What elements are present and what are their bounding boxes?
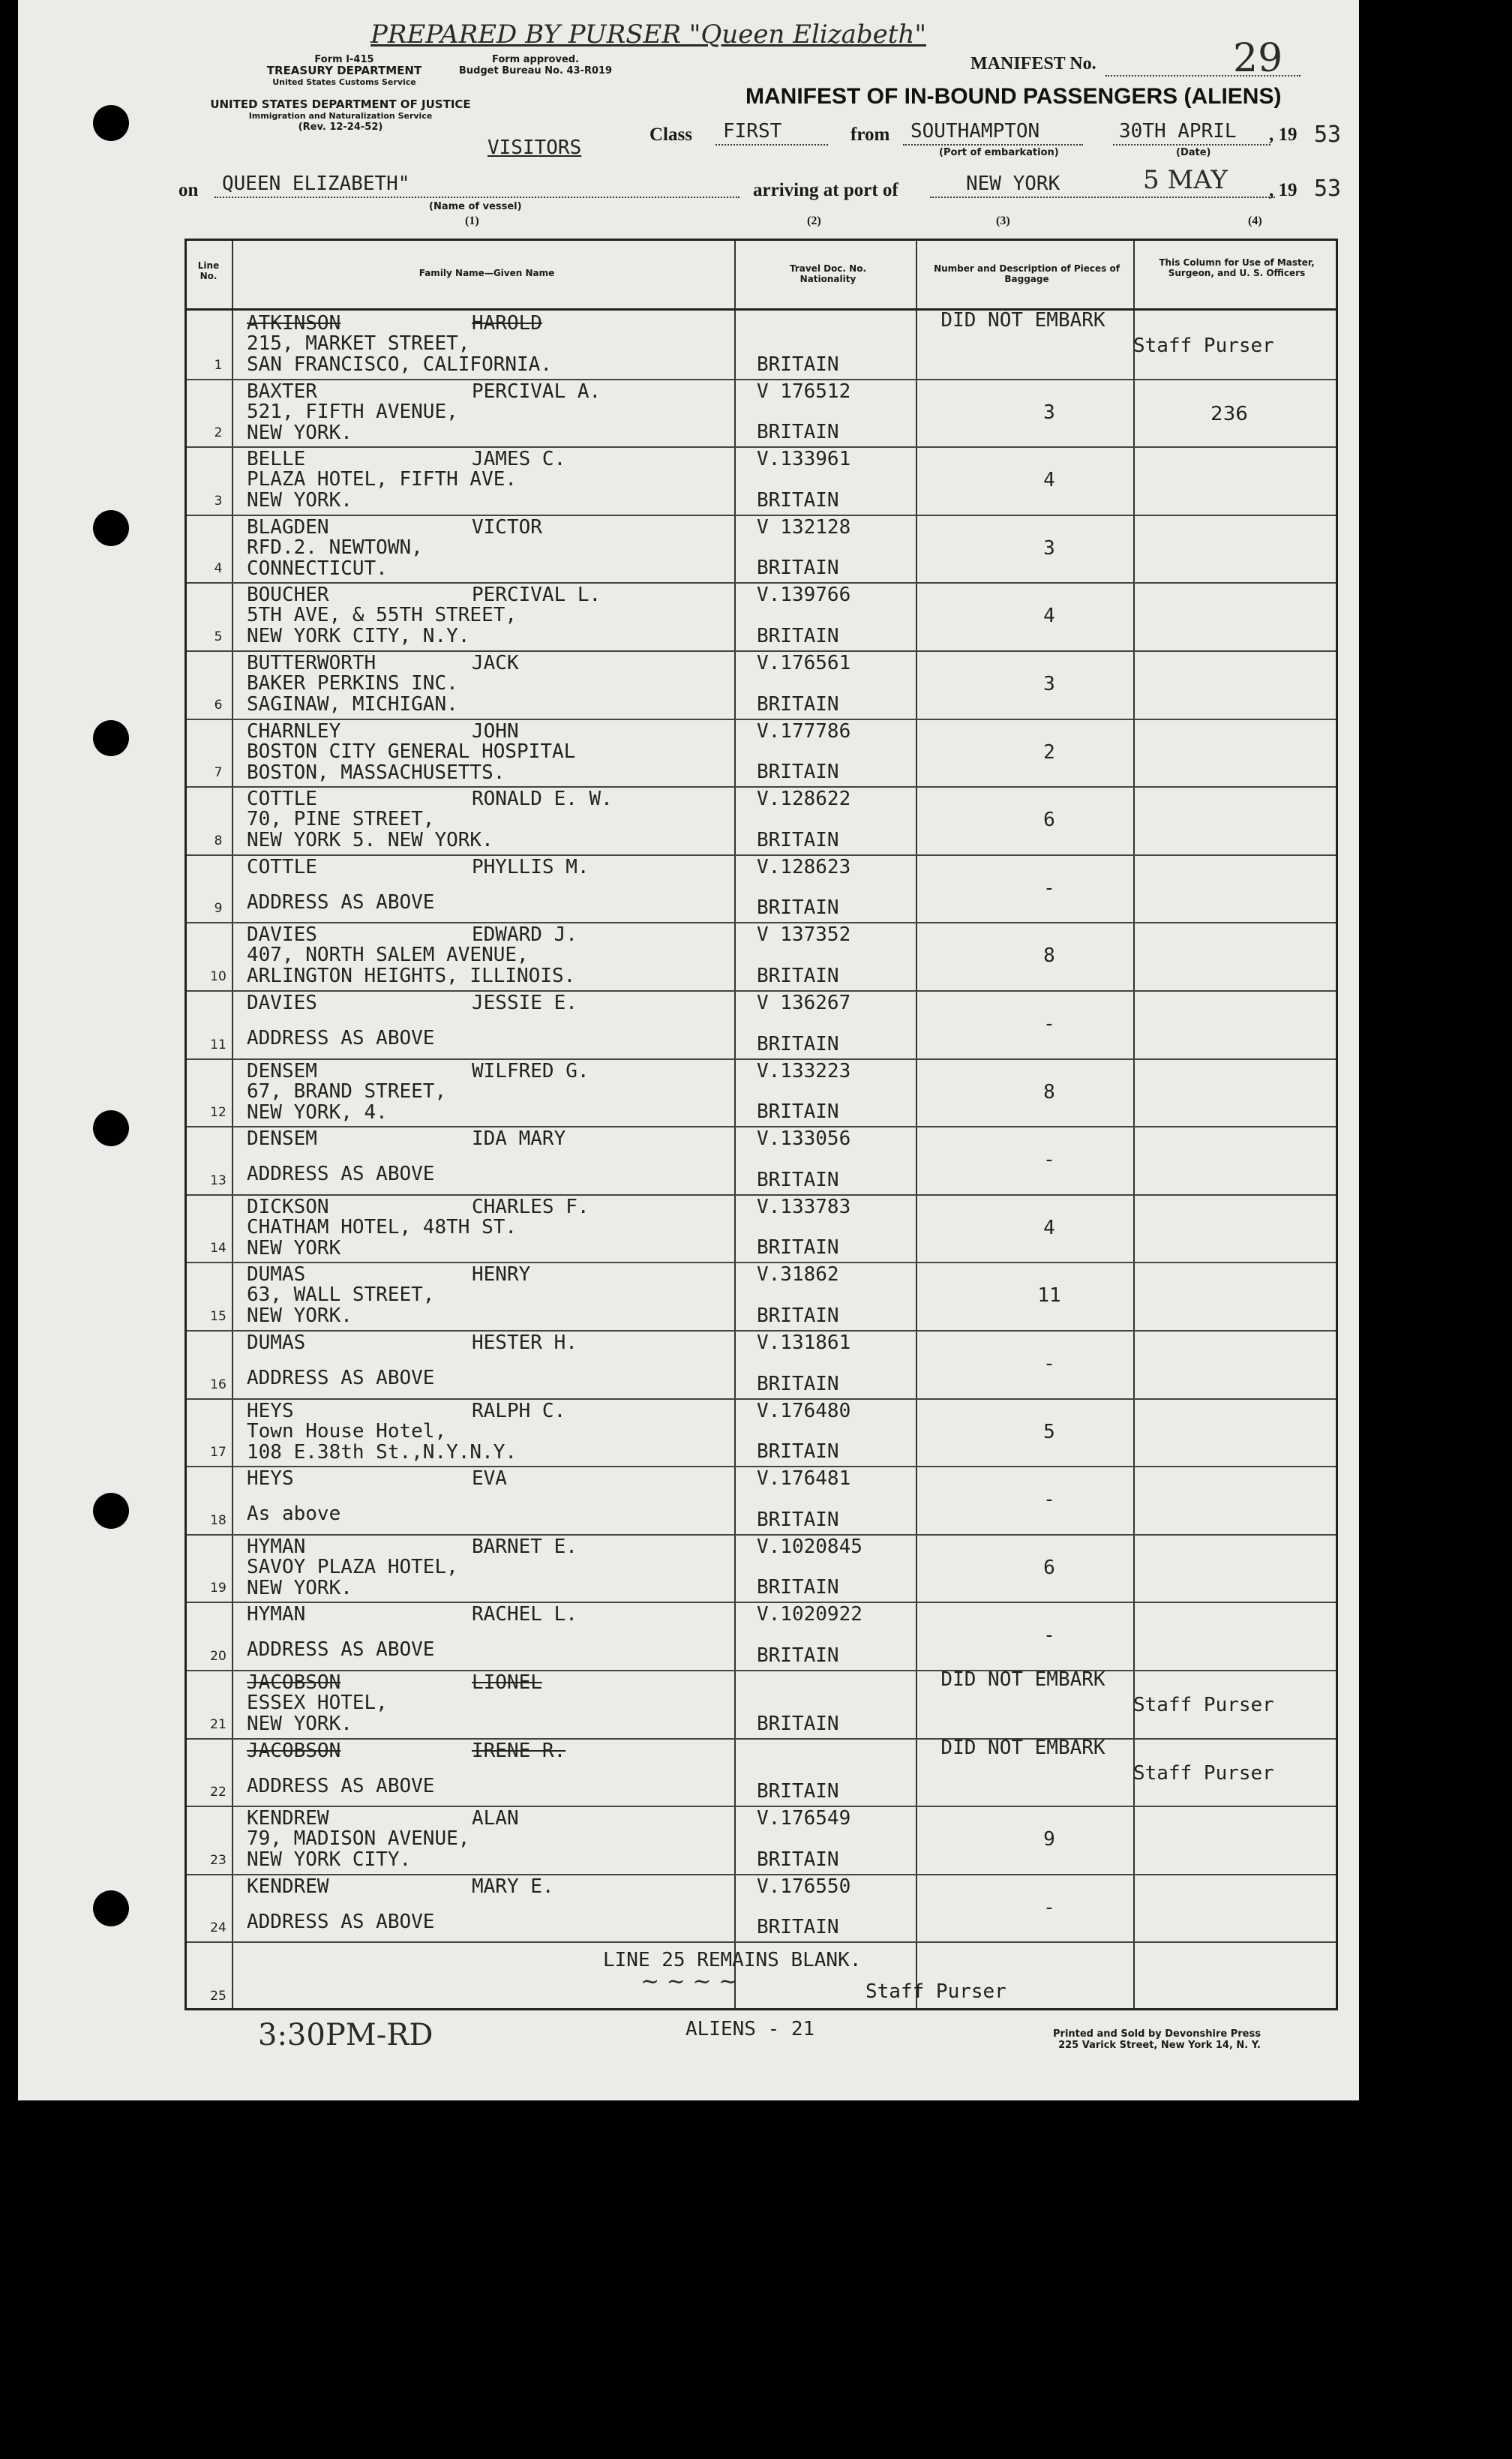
table-row (187, 1466, 1336, 1534)
line-number: 10 (210, 968, 226, 984)
line-number: 25 (210, 1988, 226, 2004)
line-number: 5 (214, 629, 223, 644)
address: 70, PINE STREET, NEW YORK 5. NEW YORK. (247, 808, 494, 852)
travel-doc-no: V.176561 (757, 652, 851, 674)
baggage-pieces: - (1043, 1013, 1055, 1035)
manifest-no-value: 29 (1233, 36, 1283, 81)
address: ADDRESS AS ABOVE (247, 1774, 435, 1797)
address: PLAZA HOTEL, FIFTH AVE. NEW YORK. (247, 468, 518, 512)
address: CHATHAM HOTEL, 48TH ST. NEW YORK (247, 1215, 518, 1260)
table-row (187, 719, 1336, 787)
date-caption: (Date) (1176, 147, 1211, 158)
line-number: 15 (210, 1308, 226, 1324)
given-name: HENRY (472, 1263, 531, 1287)
family-name: DUMAS (247, 1263, 306, 1287)
nationality: BRITAIN (757, 964, 839, 987)
officer-note: Staff Purser (1133, 1694, 1274, 1716)
table-row (187, 311, 1336, 379)
table-row (187, 854, 1336, 923)
travel-doc-no: V.128623 (757, 855, 851, 878)
family-name: DENSEM (247, 1059, 317, 1082)
header-officers: This Column for Use of Master, Surgeon, and U. S. Officers (1159, 257, 1315, 278)
address: BAKER PERKINS INC. SAGINAW, MICHIGAN. (247, 672, 458, 716)
table-row (187, 650, 1336, 719)
baggage-status: DID NOT EMBARK (940, 309, 1106, 332)
given-name: JOHN (472, 719, 519, 743)
baggage-pieces: - (1043, 1148, 1055, 1172)
line-number: 1 (214, 357, 223, 373)
officer-note: 236 (1210, 402, 1248, 425)
customs-service: United States Customs Service (272, 77, 416, 87)
port-value: NEW YORK (966, 173, 1060, 195)
baggage-pieces: - (1043, 1624, 1055, 1647)
baggage-pieces: 8 (1043, 1080, 1055, 1103)
binder-hole (93, 1110, 129, 1146)
travel-doc-no: V.31862 (757, 1263, 839, 1287)
table-row (187, 1602, 1336, 1670)
line-number: 22 (210, 1785, 226, 1800)
family-name: BLAGDEN (247, 515, 329, 539)
purser-signature: ~ ~ ~ ~ (640, 1968, 738, 1995)
line-number: 24 (210, 1920, 226, 1936)
form-number: Form I-415 (314, 54, 374, 65)
line25-note: LINE 25 REMAINS BLANK. (603, 1949, 862, 1971)
family-name: JACOBSON (247, 1671, 341, 1694)
family-name: KENDREW (247, 1807, 329, 1830)
nationality: BRITAIN (757, 1304, 839, 1327)
col-number-1: (1) (465, 215, 479, 227)
address: BOSTON CITY GENERAL HOSPITAL BOSTON, MASSACHUSETTS. (247, 740, 576, 784)
address: 63, WALL STREET, NEW YORK. (247, 1284, 435, 1328)
table-row (187, 582, 1336, 650)
travel-doc-no: V.176550 (757, 1875, 851, 1898)
nationality: BRITAIN (757, 1168, 839, 1191)
port-underline (930, 197, 1275, 198)
travel-doc-no: V.176480 (757, 1399, 851, 1422)
table-row (187, 515, 1336, 583)
nationality: BRITAIN (757, 1508, 839, 1531)
given-name: IRENE R. (472, 1739, 566, 1762)
baggage-pieces: 3 (1043, 673, 1055, 695)
family-name: COTTLE (247, 788, 317, 811)
given-name: PERCIVAL L. (472, 584, 602, 607)
nationality: BRITAIN (757, 1780, 839, 1803)
line-number: 7 (214, 765, 223, 781)
table-row (187, 1194, 1336, 1263)
given-name: EVA (472, 1467, 507, 1491)
line-number: 9 (214, 901, 223, 917)
family-name: COTTLE (247, 855, 317, 878)
travel-doc-no: V.176481 (757, 1467, 851, 1491)
given-name: RALPH C. (472, 1399, 566, 1422)
line-number: 3 (214, 493, 223, 509)
line-number: 13 (210, 1172, 226, 1188)
baggage-pieces: 4 (1043, 605, 1055, 628)
given-name: JAMES C. (472, 448, 566, 471)
vessel-value: QUEEN ELIZABETH" (222, 173, 410, 195)
arriving-label: arriving at port of (753, 180, 898, 200)
family-name: ATKINSON (247, 312, 341, 335)
ins-service: Immigration and Naturalization Service (248, 111, 433, 121)
arrive-date: 5 MAY (1143, 165, 1228, 195)
nationality: BRITAIN (757, 1644, 839, 1667)
baggage-pieces: 4 (1043, 1216, 1055, 1239)
address: Town House Hotel, 108 E.38th St.,N.Y.N.Y. (247, 1419, 518, 1464)
baggage-pieces: - (1043, 876, 1055, 899)
baggage-status: DID NOT EMBARK (940, 1668, 1106, 1691)
nationality: BRITAIN (757, 353, 839, 376)
given-name: BARNET E. (472, 1535, 578, 1558)
table-row (187, 922, 1336, 990)
date-value: 30TH APRIL (1119, 120, 1237, 143)
table-row (187, 1262, 1336, 1330)
line-number: 23 (210, 1852, 226, 1868)
visitors-label: VISITORS (488, 137, 582, 159)
col-number-4: (4) (1248, 215, 1262, 227)
travel-doc-no: V.128622 (757, 788, 851, 811)
given-name: HAROLD (472, 312, 542, 335)
manifest-title: MANIFEST OF IN-BOUND PASSENGERS (ALIENS) (746, 84, 1282, 109)
travel-doc-no: V.177786 (757, 719, 851, 743)
given-name: PHYLLIS M. (472, 855, 590, 878)
line-number: 21 (210, 1716, 226, 1732)
header-name: Family Name—Given Name (418, 268, 555, 278)
address: ESSEX HOTEL, NEW YORK. (247, 1692, 388, 1735)
travel-doc-no: V.1020922 (757, 1603, 862, 1626)
family-name: BELLE (247, 448, 306, 471)
nationality: BRITAIN (757, 761, 839, 784)
baggage-pieces: 6 (1043, 809, 1055, 832)
col-number-2: (2) (807, 215, 821, 227)
family-name: BUTTERWORTH (247, 652, 376, 674)
line-number: 20 (210, 1648, 226, 1664)
nationality: BRITAIN (757, 1916, 839, 1939)
line-number: 11 (210, 1037, 226, 1052)
table-row (187, 1534, 1336, 1602)
line-number: 19 (210, 1581, 226, 1596)
arrive-year-prefix: , 19 (1269, 180, 1298, 200)
table-row (187, 379, 1336, 447)
baggage-pieces: 11 (1037, 1284, 1061, 1308)
year-value: 53 (1314, 122, 1342, 148)
budget-bureau: Budget Bureau No. 43-R019 (458, 65, 613, 77)
family-name: DAVIES (247, 992, 317, 1014)
table-row (187, 1806, 1336, 1874)
given-name: VICTOR (472, 515, 542, 539)
nationality: BRITAIN (757, 1712, 839, 1735)
given-name: JESSIE E. (472, 992, 578, 1014)
address: ADDRESS AS ABOVE (247, 1910, 435, 1933)
family-name: DICKSON (247, 1195, 329, 1218)
family-name: JACOBSON (247, 1739, 341, 1762)
col-number-3: (3) (996, 215, 1010, 227)
given-name: HESTER H. (472, 1332, 578, 1354)
rev-date: (Rev. 12-24-52) (298, 122, 383, 133)
travel-doc-no: V.133783 (757, 1195, 851, 1218)
year-prefix: , 19 (1269, 125, 1298, 145)
given-name: CHARLES F. (472, 1195, 590, 1218)
given-name: WILFRED G. (472, 1059, 590, 1082)
printer-info (1053, 2028, 1261, 2051)
family-name: DENSEM (247, 1127, 317, 1151)
address: 521, FIFTH AVENUE, NEW YORK. (247, 400, 458, 444)
class-underline (716, 144, 828, 146)
binder-hole (93, 105, 129, 141)
travel-doc-no: V 137352 (757, 923, 851, 947)
nationality: BRITAIN (757, 557, 839, 580)
baggage-pieces: - (1043, 1353, 1055, 1375)
table-row (187, 1398, 1336, 1467)
address: ADDRESS AS ABOVE (247, 1367, 435, 1389)
binder-hole (93, 510, 129, 546)
travel-doc-no: V.133056 (757, 1127, 851, 1151)
manifest-page (18, 0, 1359, 2100)
address: RFD.2. NEWTOWN, CONNECTICUT. (247, 536, 423, 580)
travel-doc-no: V.131861 (757, 1332, 851, 1354)
aliens-count: ALIENS - 21 (686, 2018, 815, 2040)
table-row (187, 786, 1336, 854)
travel-doc-no: V.139766 (757, 584, 851, 607)
line-number: 18 (210, 1512, 226, 1528)
line-number: 8 (214, 833, 223, 848)
family-name: DUMAS (247, 1332, 306, 1354)
binder-hole (1368, 1290, 1390, 1313)
binder-hole (93, 1493, 129, 1529)
nationality: BRITAIN (757, 896, 839, 920)
address: 5TH AVE, & 55TH STREET, NEW YORK CITY, N.Y. (247, 604, 518, 648)
baggage-pieces: 2 (1043, 740, 1055, 764)
address: 215, MARKET STREET, SAN FRANCISCO, CALIFORNIA. (247, 332, 552, 376)
footer-staff-purser: Staff Purser (866, 1980, 1006, 2003)
class-label: Class (650, 125, 692, 145)
baggage-status: DID NOT EMBARK (940, 1736, 1106, 1759)
table-row (187, 990, 1336, 1058)
baggage-pieces: 6 (1043, 1556, 1055, 1579)
officer-note: Staff Purser (1133, 1761, 1274, 1785)
baggage-pieces: - (1043, 1896, 1055, 1919)
baggage-pieces: - (1043, 1488, 1055, 1512)
baggage-pieces: 4 (1043, 469, 1055, 492)
table-row (187, 1874, 1336, 1942)
given-name: RACHEL L. (472, 1603, 578, 1626)
justice-dept: UNITED STATES DEPARTMENT OF JUSTICE (210, 98, 471, 111)
address: SAVOY PLAZA HOTEL, NEW YORK. (247, 1555, 458, 1599)
line-number: 14 (210, 1241, 226, 1257)
nationality: BRITAIN (757, 692, 839, 716)
address: 79, MADISON AVENUE, NEW YORK CITY. (247, 1827, 470, 1872)
nationality: BRITAIN (757, 488, 839, 512)
manifest-no-label: MANIFEST No. (970, 54, 1096, 74)
travel-doc-no: V.176549 (757, 1807, 851, 1830)
address: 407, NORTH SALEM AVENUE, ARLINGTON HEIGHTS, ILLINOIS. (247, 944, 576, 988)
treasury-dept: TREASURY DEPARTMENT (266, 64, 422, 77)
address: ADDRESS AS ABOVE (247, 1027, 435, 1049)
baggage-pieces: 3 (1043, 401, 1055, 424)
header-travel-doc: Travel Doc. No. Nationality (789, 263, 867, 284)
family-name: CHARNLEY (247, 719, 341, 743)
travel-doc-no: V.133223 (757, 1059, 851, 1082)
printer-line-1: Printed and Sold by Devonshire Press (1053, 2028, 1261, 2040)
nationality: BRITAIN (757, 1372, 839, 1395)
given-name: JACK (472, 652, 519, 674)
printer-line-2: 225 Varick Street, New York 14, N. Y. (1058, 2040, 1261, 2051)
line-number: 4 (214, 561, 223, 577)
nationality: BRITAIN (757, 624, 839, 647)
line-number: 16 (210, 1377, 226, 1392)
family-name: HEYS (247, 1399, 294, 1422)
baggage-pieces: 8 (1043, 944, 1055, 968)
nationality: BRITAIN (757, 1440, 839, 1464)
nationality: BRITAIN (757, 1100, 839, 1124)
given-name: ALAN (472, 1807, 519, 1830)
baggage-pieces: 5 (1043, 1420, 1055, 1443)
nationality: BRITAIN (757, 1576, 839, 1599)
family-name: BOUCHER (247, 584, 329, 607)
table-row (187, 1670, 1336, 1738)
date-underline (1113, 144, 1270, 146)
travel-doc-no: V 136267 (757, 992, 851, 1014)
header-line-no: Line No. (197, 260, 220, 281)
form-approval-block (438, 54, 633, 77)
table-row (187, 1330, 1336, 1398)
arrive-year: 53 (1314, 176, 1342, 202)
line-number: 12 (210, 1105, 226, 1121)
line-number: 6 (214, 697, 223, 713)
officer-note: Staff Purser (1133, 335, 1274, 357)
family-name: BAXTER (247, 380, 317, 403)
travel-doc-no: V.1020845 (757, 1535, 862, 1558)
binder-hole (93, 1890, 129, 1926)
port-embark-caption: (Port of embarkation) (939, 147, 1059, 158)
nationality: BRITAIN (757, 1848, 839, 1871)
from-label: from (850, 125, 890, 145)
line-number: 17 (210, 1445, 226, 1461)
form-block-treasury (220, 54, 468, 88)
given-name: RONALD E. W. (472, 788, 613, 811)
table-row (187, 1126, 1336, 1194)
form-block-justice (168, 99, 513, 133)
from-value: SOUTHAMPTON (910, 120, 1040, 143)
family-name: HYMAN (247, 1535, 306, 1558)
address: 67, BRAND STREET, NEW YORK, 4. (247, 1079, 447, 1124)
line-number: 2 (214, 425, 223, 441)
nationality: BRITAIN (757, 1032, 839, 1055)
given-name: PERCIVAL A. (472, 380, 602, 403)
table-row (187, 1738, 1336, 1806)
nationality: BRITAIN (757, 828, 839, 851)
from-underline (903, 144, 1083, 146)
travel-doc-no: V.133961 (757, 448, 851, 471)
binder-hole (1368, 750, 1390, 773)
given-name: MARY E. (472, 1875, 554, 1898)
address: ADDRESS AS ABOVE (247, 890, 435, 914)
family-name: HYMAN (247, 1603, 306, 1626)
class-value: FIRST (723, 120, 782, 143)
vessel-underline (214, 197, 740, 198)
address: ADDRESS AS ABOVE (247, 1638, 435, 1662)
table-row (187, 1058, 1336, 1127)
given-name: LIONEL (472, 1671, 542, 1694)
vessel-caption: (Name of vessel) (429, 201, 522, 212)
nationality: BRITAIN (757, 421, 839, 444)
manifest-table (184, 239, 1338, 2010)
family-name: DAVIES (247, 923, 317, 947)
given-name: IDA MARY (472, 1127, 566, 1151)
baggage-pieces: 3 (1043, 536, 1055, 560)
family-name: HEYS (247, 1467, 294, 1491)
table-row (187, 446, 1336, 515)
form-approved: Form approved. (491, 54, 580, 65)
on-label: on (178, 180, 199, 200)
address: As above (247, 1503, 341, 1526)
family-name: KENDREW (247, 1875, 329, 1898)
given-name: EDWARD J. (472, 923, 578, 947)
address: ADDRESS AS ABOVE (247, 1163, 435, 1186)
prepared-by-handwritten: PREPARED BY PURSER "Queen Elizabeth" (370, 20, 926, 50)
travel-doc-no: V 176512 (757, 380, 851, 403)
baggage-pieces: 9 (1043, 1828, 1055, 1851)
header-baggage: Number and Description of Pieces of Baggage (934, 263, 1120, 284)
handwritten-time: 3:30PM-RD (258, 2018, 434, 2052)
nationality: BRITAIN (757, 1236, 839, 1260)
binder-hole (93, 720, 129, 756)
travel-doc-no: V 132128 (757, 515, 851, 539)
